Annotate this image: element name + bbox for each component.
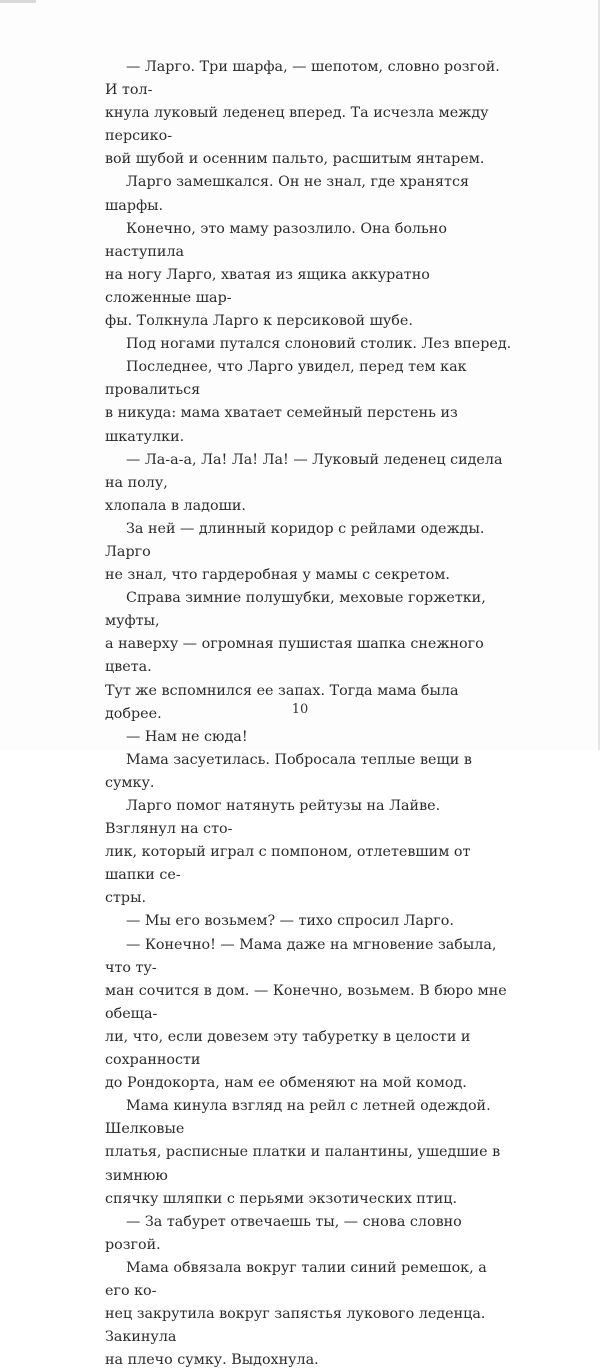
paragraph: Мама обвязала вокруг талии синий ремешок, а его ко- нец закрутила вокруг запястья лукового леденца. Закинула на плечо сумку. Выдохнула.: [105, 1259, 487, 1369]
paragraph: — Ла-а-а, Ла! Ла! Ла! — Луковый леденец сидела на полу, хлопала в ладоши.: [105, 451, 503, 514]
paragraph: Справа зимние полушубки, меховые горжетки, муфты, а наверху — огромная пушистая шапка снежного цвета. Тут же вспомнился ее запах. Тогда мама была добрее.: [105, 590, 486, 722]
paragraph: За ней — длинный коридор с рейлами одежды. Ларго не знал, что гардеробная у мамы с секретом.: [105, 520, 485, 584]
page-number: 10: [291, 702, 309, 717]
paragraph: Мама кинула взгляд на рейл с летней одеждой. Шелковые платья, расписные платки и палантины, ушедшие в зимнюю спячку шляпки с перьями экзотических птиц.: [105, 1098, 501, 1207]
scan-corner-mark: [0, 0, 36, 3]
paragraph: Ларго замешкался. Он не знал, где хранятся шарфы.: [105, 174, 469, 214]
paragraph: Последнее, что Ларго увидел, перед тем как провалиться в никуда: мама хватает семейный перстень из шкатулки.: [105, 359, 467, 445]
paragraph: — Нам не сюда!: [126, 728, 248, 745]
paragraph: — Мы его возьмем? — тихо спросил Ларго.: [126, 913, 454, 930]
paragraph: — Ларго. Три шарфа, — шепотом, словно розгой. И тол- кнула луковый леденец вперед. Та исчезла между персико- вой шубой и осенним пальто, расшитым янтарем.: [105, 59, 500, 168]
paragraph: Ларго помог натянуть рейтузы на Лайве. Взглянул на сто- лик, который играл с помпоном, отлетевшим от шапки се- стры.: [105, 798, 471, 907]
paragraph: — За табурет отвечаешь ты, — снова словно розгой.: [105, 1213, 462, 1253]
paragraph: Под ногами путался слоновий столик. Лез вперед.: [126, 336, 512, 353]
paragraph: — Конечно! — Мама даже на мгновение забыла, что ту- ман сочится в дом. — Конечно, возьмем. В бюро мне обеща- ли, что, если довезем эту табуретку в целости и сохранности до Рондокорта, нам ее обменяют на мой комод.: [105, 936, 507, 1092]
paragraph: Мама засуетилась. Побросала теплые вещи в сумку.: [105, 751, 472, 791]
paragraph: Конечно, это маму разозлило. Она больно наступила на ногу Ларго, хватая из ящика аккуратно сложенные шар- фы. Толкнула Ларго к персиковой шубе.: [105, 220, 447, 330]
